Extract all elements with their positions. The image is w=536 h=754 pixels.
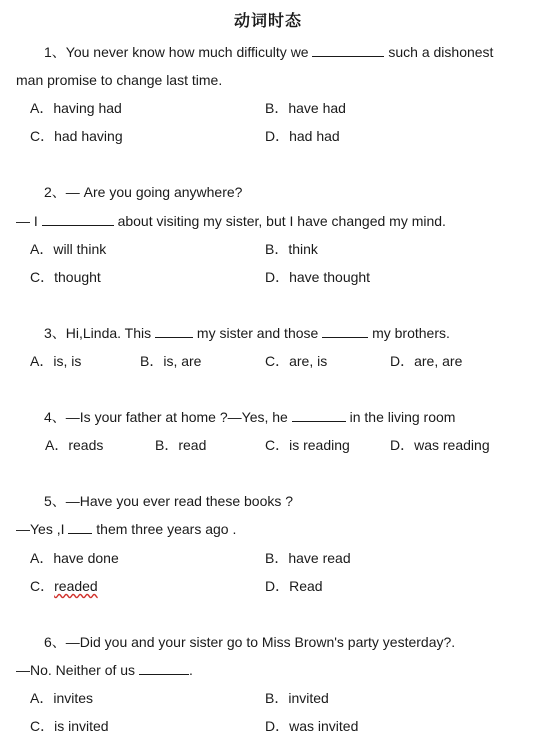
answer-blank [312,43,384,57]
question-3-line-1 [44,324,450,342]
option-c: C．had having [30,128,123,144]
answer-blank [155,324,193,338]
answer-blank [292,408,346,422]
answer-blank [42,212,114,226]
question-2-line-1: 2、— Are you going anywhere? [44,184,243,200]
answer-blank [322,324,368,338]
question-text: 3、Hi,Linda. This [44,325,152,341]
option-c: C．is invited [30,718,109,734]
question-text: such a dishonest [388,44,494,60]
option-a: A．will think [30,241,107,257]
question-text: my brothers. [372,325,450,341]
question-text: —Yes ,I [16,521,65,537]
question-1-line-1 [44,43,493,61]
option-a: A．having had [30,100,122,116]
question-5-line-1: 5、—Have you ever read these books ? [44,493,294,509]
option-d: D．was invited [265,718,359,734]
option-b: B．think [265,241,318,257]
question-text: 4、—Is your father at home ?—Yes, he [44,409,288,425]
option-c [30,577,98,595]
answer-blank [68,520,92,534]
question-text: — I [16,213,38,229]
question-text: —No. Neither of us [16,662,136,678]
option-b: B．invited [265,690,329,706]
option-a: A．invites [30,690,94,706]
question-text: 1、You never know how much difficulty we [44,44,309,60]
option-d: D．are, are [390,353,463,369]
question-4-line-1 [44,408,455,426]
option-a: A．have done [30,550,119,566]
option-c: C．is reading [265,437,350,453]
option-b: B．have had [265,100,346,116]
question-text: about visiting my sister, but I have changed my mind. [117,213,446,229]
option-d: D．had had [265,128,340,144]
question-6-line-2 [16,661,193,679]
option-c: C．are, is [265,353,328,369]
option-b: B．have read [265,550,351,566]
option-d: D．have thought [265,269,371,285]
option-b: B．read [155,437,207,453]
option-c: C．thought [30,269,101,285]
option-a: A．reads [45,437,104,453]
question-text: my sister and those [196,325,319,341]
option-b: B．is, are [140,353,202,369]
option-a: A．is, is [30,353,82,369]
page-title: 动词时态 [233,11,302,30]
answer-blank [139,661,189,675]
option-d: D．was reading [390,437,490,453]
question-text: . [188,662,193,678]
option-letter: C． [30,578,55,594]
question-5-line-2 [16,520,236,538]
option-d: D．Read [265,578,323,594]
question-2-line-2 [16,212,446,230]
misspelled-word: readed [54,578,98,594]
question-text: in the living room [349,409,456,425]
question-text: them three years ago . [96,521,237,537]
question-1-line-2: man promise to change last time. [16,72,223,88]
question-6-line-1: 6、—Did you and your sister go to Miss Brown's party yesterday?. [44,634,456,650]
